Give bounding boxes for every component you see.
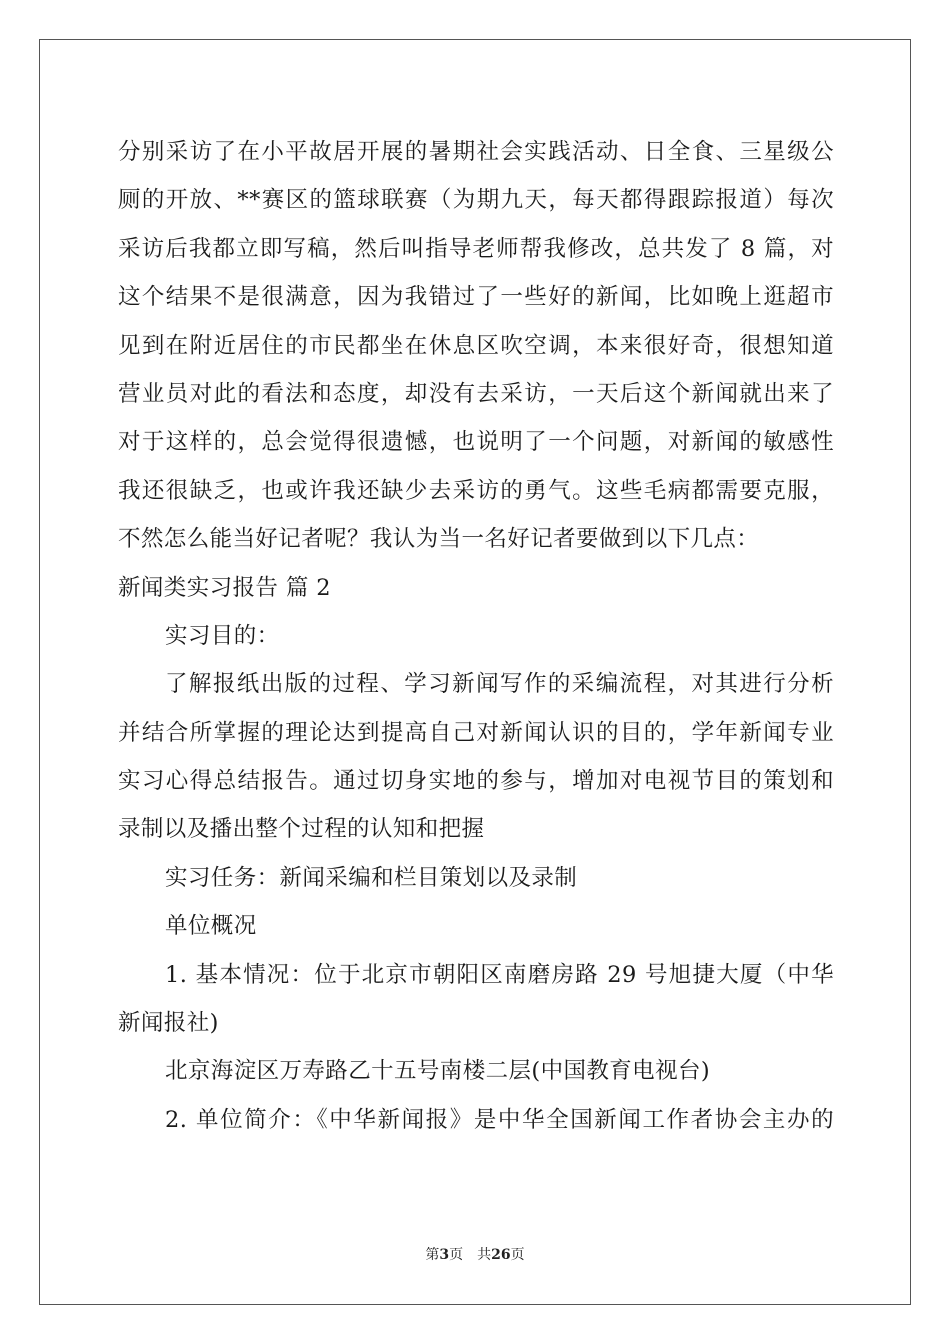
footer-prefix: 第 xyxy=(425,1247,440,1263)
current-page-number: 3 xyxy=(439,1247,450,1263)
basic-info-line: 新闻报社) xyxy=(118,1010,219,1037)
document-body xyxy=(118,128,834,1144)
body-line: 不然怎么能当好记者呢？我认为当一名好记者要做到以下几点： xyxy=(118,526,760,553)
purpose-line: 了解报纸出版的过程、学习新闻写作的采编流程，对其进行分析 xyxy=(165,671,834,698)
intro-line: 2. 单位简介：《中华新闻报》是中华全国新闻工作者协会主办的 xyxy=(165,1106,834,1133)
purpose-line: 并结合所掌握的理论达到提高自己对新闻认识的目的，学年新闻专业 xyxy=(118,719,834,746)
body-line: 我还很缺乏，也或许我还缺少去采访的勇气。这些毛病都需要克服， xyxy=(118,477,834,504)
body-line: 采访后我都立即写稿，然后叫指导老师帮我修改，总共发了 8 篇，对 xyxy=(118,235,834,262)
basic-info-line: 1. 基本情况：位于北京市朝阳区南磨房路 29 号旭捷大厦（中华 xyxy=(165,961,834,988)
task-line: 实习任务：新闻采编和栏目策划以及录制 xyxy=(165,864,578,891)
body-line: 这个结果不是很满意，因为我错过了一些好的新闻，比如晚上逛超市 xyxy=(118,284,834,311)
total-page-count: 26 xyxy=(491,1247,511,1263)
body-line: 对于这样的，总会觉得很遗憾，也说明了一个问题，对新闻的敏感性 xyxy=(118,429,834,456)
body-line: 见到在附近居住的市民都坐在休息区吹空调，本来很好奇，很想知道 xyxy=(118,332,834,359)
body-line: 营业员对此的看法和态度，却没有去采访，一天后这个新闻就出来了 xyxy=(118,380,834,407)
body-line: 厕的开放、**赛区的篮球联赛（为期九天，每天都得跟踪报道）每次 xyxy=(118,187,834,214)
purpose-label: 实习目的： xyxy=(165,622,280,649)
purpose-line: 实习心得总结报告。通过切身实地的参与，增加对电视节目的策划和 xyxy=(118,768,834,795)
purpose-line: 录制以及播出整个过程的认知和把握 xyxy=(118,816,485,843)
unit-overview-heading: 单位概况 xyxy=(165,913,257,940)
footer-suffix: 页 xyxy=(510,1247,525,1263)
address-line: 北京海淀区万寿路乙十五号南楼二层(中国教育电视台) xyxy=(165,1058,711,1085)
body-line: 分别采访了在小平故居开展的暑期社会实践活动、日全食、三星级公 xyxy=(118,139,834,165)
section-heading: 新闻类实习报告 篇 2 xyxy=(118,574,332,601)
page-footer xyxy=(0,1244,950,1264)
footer-mid: 页 共 xyxy=(449,1247,492,1263)
